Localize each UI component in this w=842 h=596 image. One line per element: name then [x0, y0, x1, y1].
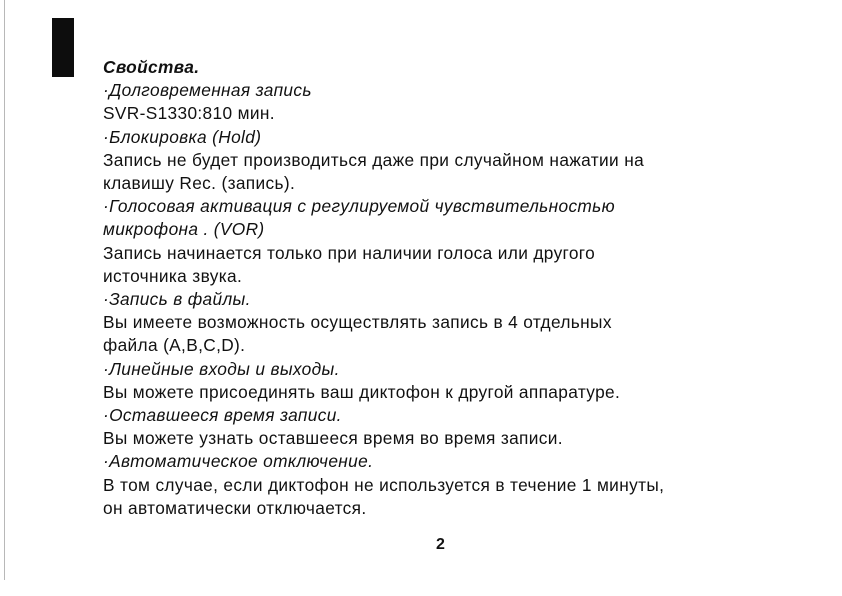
feature-text-line: Запись не будет производиться даже при случайном нажатии на: [103, 149, 645, 170]
feature-text-line: В том случае, если диктофон не используется в течение 1 минуты,: [103, 474, 665, 495]
section-marker-tab: [52, 18, 74, 77]
feature-title-remaining-time: ·Оставшееся время записи.: [103, 405, 342, 426]
feature-text-line: клавишу Rec. (запись).: [103, 173, 296, 194]
feature-title-vor: ·Голосовая активация с регулируемой чувствительностью: [103, 196, 615, 217]
page-number: 2: [436, 536, 445, 553]
feature-text-line: Вы можете присоединять ваш диктофон к другой аппаратуре.: [103, 381, 621, 402]
feature-text-line: он автоматически отключается.: [103, 497, 367, 518]
feature-title-auto-off: ·Автоматическое отключение.: [103, 451, 374, 472]
feature-title-line-io: ·Линейные входы и выходы.: [103, 358, 340, 379]
section-heading: Свойства.: [103, 57, 200, 77]
features-text-block: [103, 56, 803, 520]
feature-text-line: Вы можете узнать оставшееся время во время записи.: [103, 428, 563, 449]
feature-title-long-recording: ·Долговременная запись: [103, 80, 312, 101]
page-edge-line: [4, 0, 5, 580]
feature-title-vor-continued: микрофона . (VOR): [103, 219, 265, 240]
feature-text-line: файла (A,B,C,D).: [103, 335, 246, 356]
feature-text-line: Вы имеете возможность осуществлять запись в 4 отдельных: [103, 312, 612, 333]
feature-title-hold: ·Блокировка (Hold): [103, 126, 262, 147]
feature-title-file-recording: ·Запись в файлы.: [103, 289, 251, 310]
feature-text-line: Запись начинается только при наличии голоса или другого: [103, 242, 596, 263]
feature-text-line: источника звука.: [103, 265, 243, 286]
feature-text-line: SVR-S1330:810 мин.: [103, 103, 275, 124]
